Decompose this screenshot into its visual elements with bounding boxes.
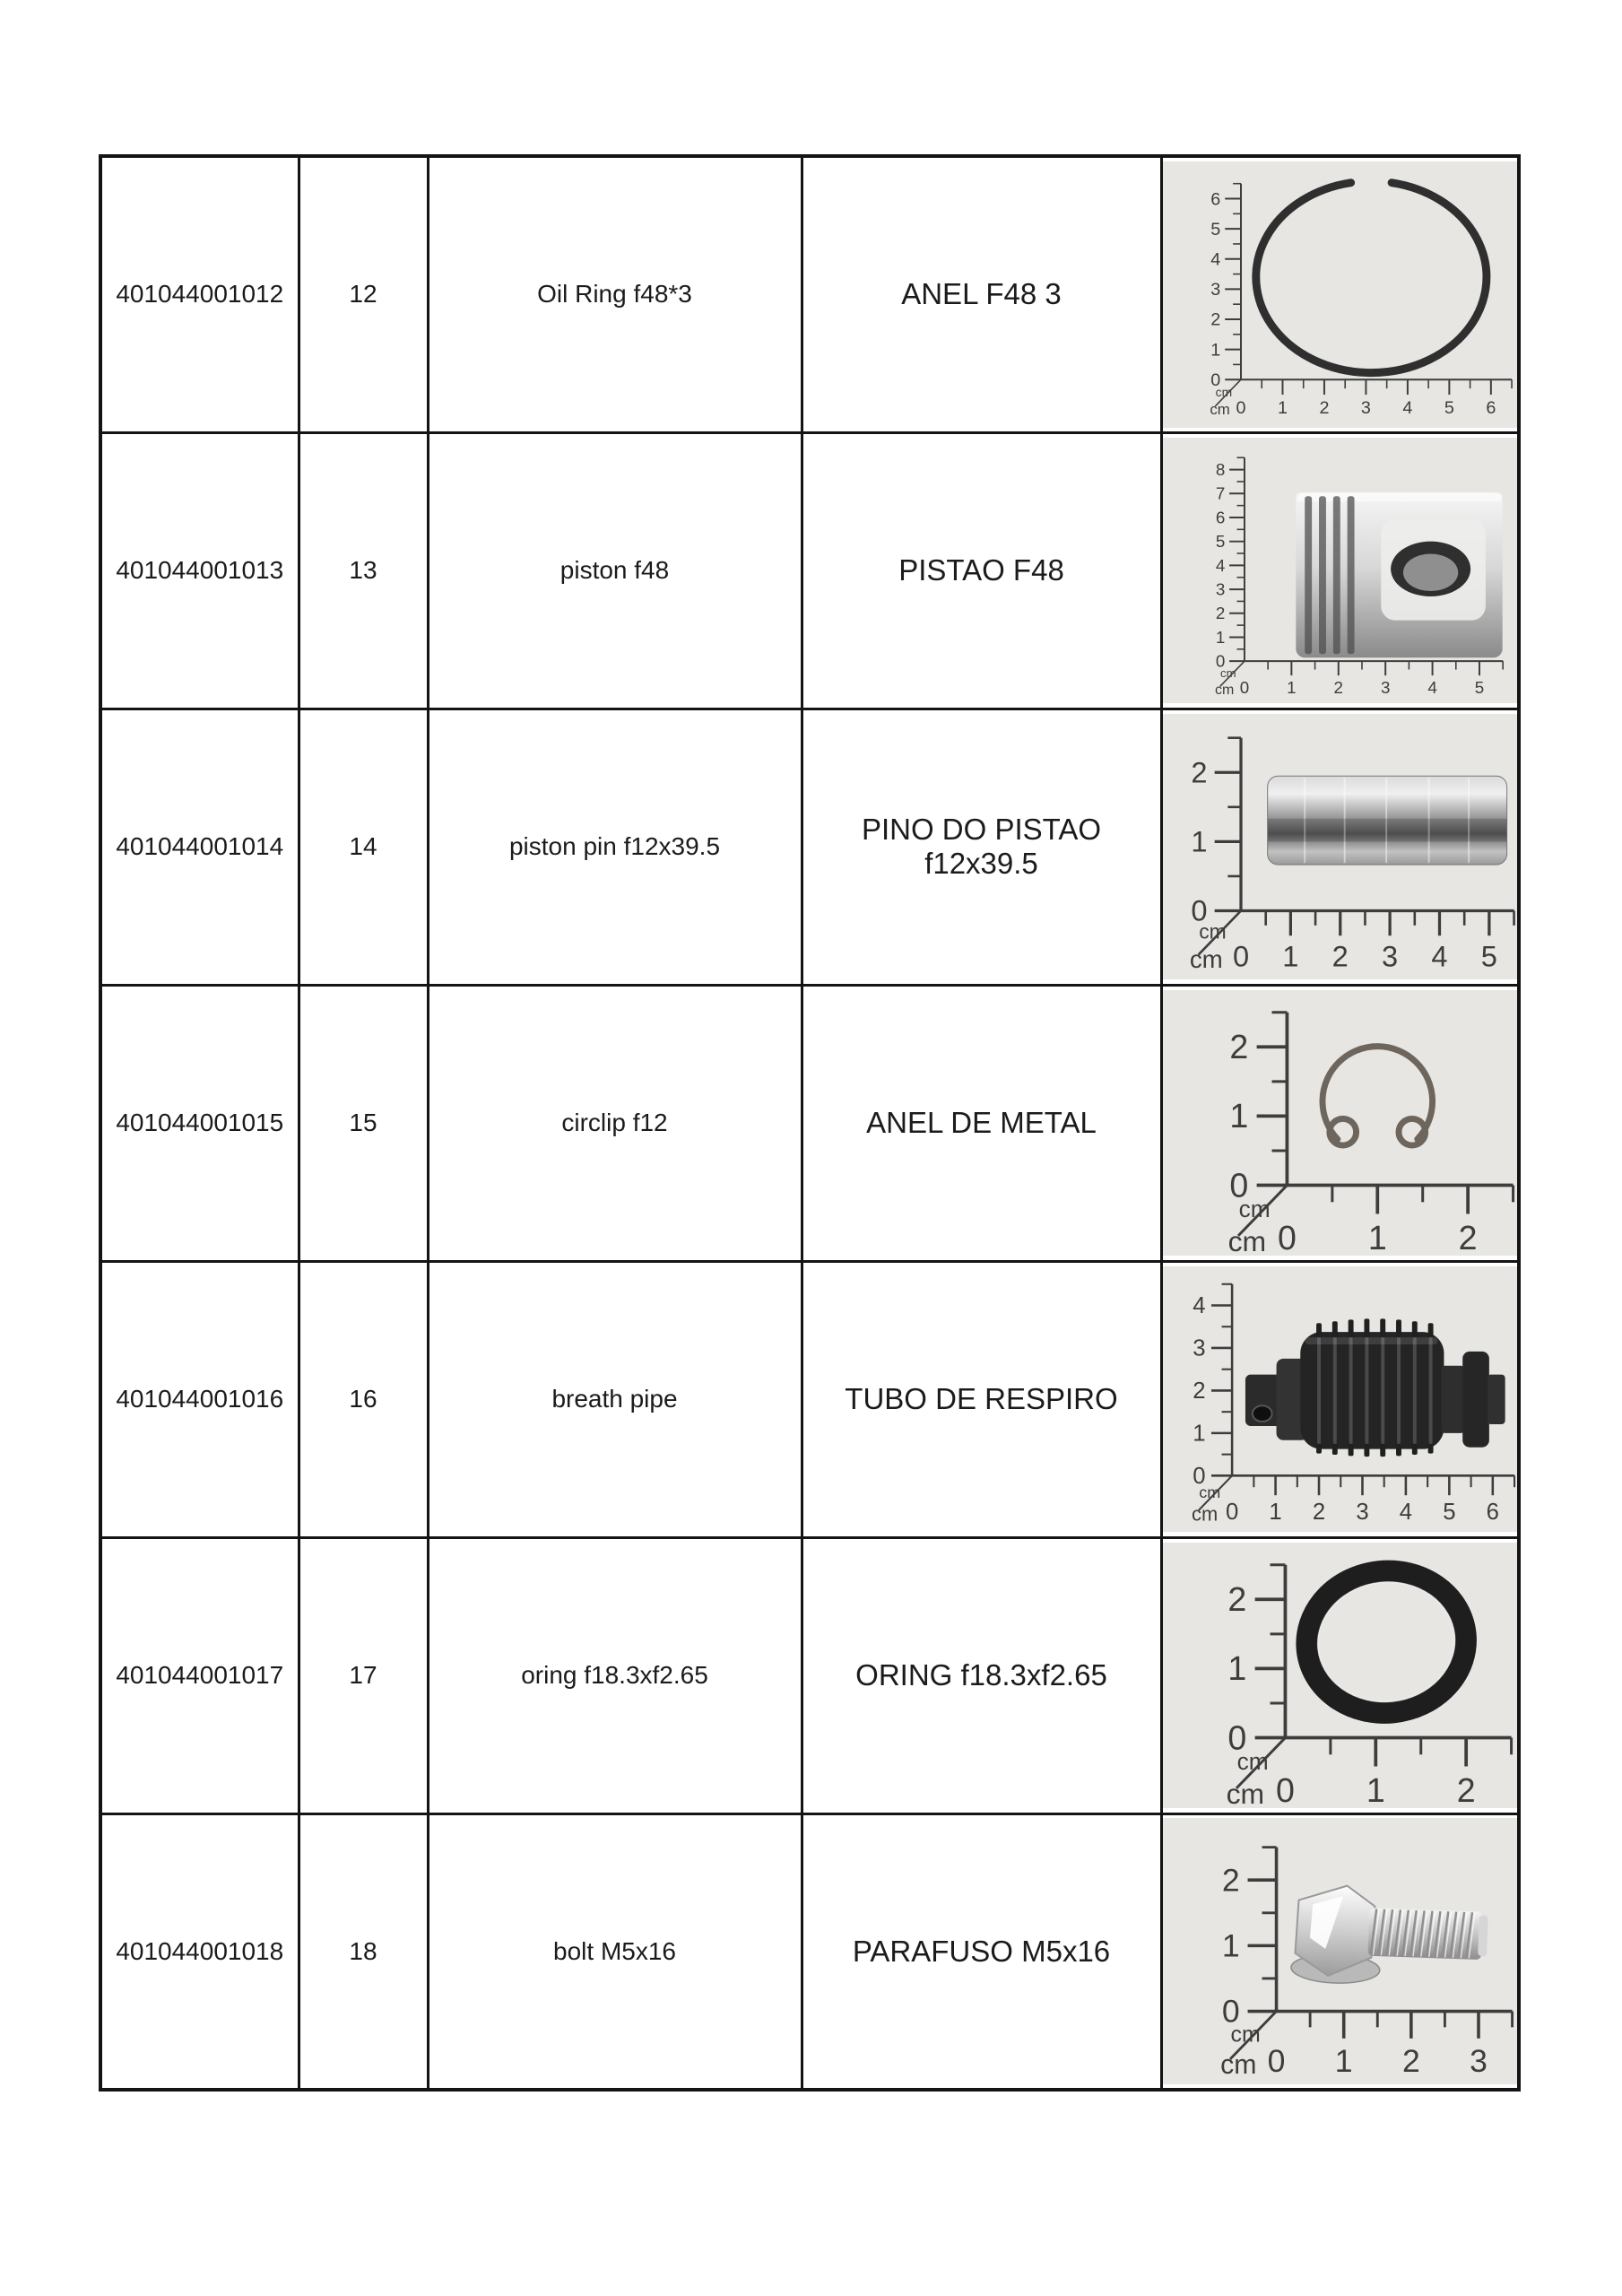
- svg-text:cm: cm: [1191, 1502, 1218, 1526]
- circlip-image: [1163, 990, 1518, 1257]
- part-number-cell: 401044001016: [100, 1261, 299, 1537]
- svg-text:1: 1: [1210, 340, 1220, 361]
- svg-text:1: 1: [1367, 1218, 1387, 1257]
- svg-text:1: 1: [1366, 1770, 1385, 1809]
- svg-text:cm: cm: [1227, 1224, 1266, 1257]
- bolt-image: [1163, 1818, 1518, 2084]
- svg-text:0: 0: [1236, 397, 1246, 418]
- svg-text:1: 1: [1268, 1499, 1282, 1525]
- svg-text:1: 1: [1215, 627, 1225, 647]
- table-row: [100, 709, 1519, 985]
- svg-text:2: 2: [1331, 939, 1349, 973]
- svg-text:1: 1: [1221, 1927, 1240, 1964]
- part-photo: [1163, 161, 1518, 428]
- svg-text:0: 0: [1275, 1770, 1295, 1809]
- svg-text:1: 1: [1281, 939, 1298, 973]
- description-pt-cell: ORING f18.3xf2.65: [802, 1537, 1161, 1813]
- svg-text:2: 2: [1192, 1378, 1206, 1404]
- part-number-cell: 401044001013: [100, 432, 299, 709]
- svg-text:6: 6: [1210, 189, 1220, 210]
- svg-text:5: 5: [1442, 1499, 1456, 1525]
- photo-cell: [1161, 985, 1519, 1261]
- part-number-cell: 401044001017: [100, 1537, 299, 1813]
- item-number-cell: 14: [299, 709, 428, 985]
- parts-table-body: [100, 156, 1519, 2090]
- table-row: [100, 1261, 1519, 1537]
- svg-text:4: 4: [1427, 677, 1437, 697]
- svg-text:5: 5: [1210, 219, 1220, 239]
- svg-text:1: 1: [1190, 824, 1207, 858]
- svg-text:3: 3: [1380, 677, 1390, 697]
- svg-text:1: 1: [1334, 2043, 1353, 2080]
- svg-text:6: 6: [1485, 397, 1496, 418]
- description-en-cell: piston pin f12x39.5: [428, 709, 802, 985]
- svg-text:4: 4: [1430, 939, 1448, 973]
- part-photo: [1163, 714, 1518, 980]
- part-photo: [1163, 990, 1518, 1257]
- svg-text:6: 6: [1215, 508, 1225, 527]
- svg-text:5: 5: [1480, 939, 1497, 973]
- svg-text:0: 0: [1221, 1994, 1240, 2031]
- svg-text:0: 0: [1225, 1499, 1238, 1525]
- svg-text:cm: cm: [1215, 384, 1232, 399]
- svg-text:cm: cm: [1198, 919, 1227, 944]
- svg-text:1: 1: [1286, 677, 1297, 697]
- parts-table: [99, 154, 1521, 2092]
- svg-text:3: 3: [1469, 2043, 1488, 2080]
- svg-text:cm: cm: [1219, 2050, 1256, 2081]
- svg-text:0: 0: [1210, 370, 1220, 390]
- oring-image: [1163, 1543, 1518, 1809]
- part-photo: [1163, 1543, 1518, 1809]
- breath-pipe-image: [1163, 1266, 1518, 1533]
- photo-cell: [1161, 1261, 1519, 1537]
- oil-ring-image: [1163, 161, 1518, 428]
- svg-text:8: 8: [1215, 459, 1225, 479]
- table-row: [100, 432, 1519, 709]
- svg-text:5: 5: [1215, 531, 1225, 551]
- svg-text:2: 2: [1215, 603, 1225, 622]
- svg-text:cm: cm: [1214, 682, 1234, 698]
- description-pt-cell: TUBO DE RESPIRO: [802, 1261, 1161, 1537]
- table-row: [100, 985, 1519, 1261]
- item-number-cell: 18: [299, 1813, 428, 2090]
- svg-text:0: 0: [1267, 2043, 1285, 2080]
- svg-text:cm: cm: [1226, 1777, 1264, 1809]
- item-number-cell: 17: [299, 1537, 428, 1813]
- photo-cell: [1161, 156, 1519, 432]
- part-photo: [1163, 1818, 1518, 2084]
- svg-text:2: 2: [1221, 1862, 1240, 1899]
- svg-text:cm: cm: [1189, 944, 1223, 973]
- svg-text:0: 0: [1277, 1218, 1297, 1257]
- item-number-cell: 15: [299, 985, 428, 1261]
- svg-text:cm: cm: [1198, 1483, 1220, 1501]
- svg-text:3: 3: [1192, 1335, 1206, 1361]
- svg-text:1: 1: [1228, 1096, 1248, 1135]
- svg-text:2: 2: [1312, 1499, 1325, 1525]
- svg-text:4: 4: [1215, 555, 1225, 575]
- svg-text:2: 2: [1458, 1218, 1478, 1257]
- svg-text:2: 2: [1228, 1027, 1248, 1065]
- piston-image: [1163, 438, 1518, 704]
- photo-cell: [1161, 1537, 1519, 1813]
- piston-pin-image: [1163, 714, 1518, 980]
- svg-text:cm: cm: [1219, 665, 1236, 680]
- svg-text:0: 0: [1192, 1463, 1206, 1489]
- item-number-cell: 16: [299, 1261, 428, 1537]
- description-en-cell: Oil Ring f48*3: [428, 156, 802, 432]
- svg-text:cm: cm: [1236, 1747, 1269, 1775]
- part-photo: [1163, 438, 1518, 704]
- svg-text:2: 2: [1227, 1579, 1246, 1618]
- description-en-cell: breath pipe: [428, 1261, 802, 1537]
- table-row: [100, 1813, 1519, 2090]
- svg-text:0: 0: [1227, 1718, 1246, 1756]
- svg-text:4: 4: [1210, 249, 1220, 270]
- part-number-cell: 401044001018: [100, 1813, 299, 2090]
- svg-text:1: 1: [1227, 1648, 1246, 1687]
- part-number-cell: 401044001015: [100, 985, 299, 1261]
- description-en-cell: oring f18.3xf2.65: [428, 1537, 802, 1813]
- svg-text:0: 0: [1190, 893, 1207, 927]
- svg-text:5: 5: [1474, 677, 1484, 697]
- svg-text:4: 4: [1401, 397, 1412, 418]
- photo-cell: [1161, 709, 1519, 985]
- svg-text:1: 1: [1192, 1421, 1206, 1447]
- svg-text:cm: cm: [1238, 1195, 1271, 1222]
- description-pt-cell: ANEL F48 3: [802, 156, 1161, 432]
- svg-text:6: 6: [1486, 1499, 1499, 1525]
- svg-text:2: 2: [1401, 2043, 1420, 2080]
- photo-cell: [1161, 1813, 1519, 2090]
- svg-text:4: 4: [1192, 1292, 1206, 1318]
- description-pt-cell: ANEL DE METAL: [802, 985, 1161, 1261]
- svg-text:4: 4: [1399, 1499, 1412, 1525]
- item-number-cell: 12: [299, 156, 428, 432]
- svg-text:3: 3: [1355, 1499, 1369, 1525]
- svg-text:3: 3: [1210, 280, 1220, 300]
- svg-text:0: 0: [1232, 939, 1249, 973]
- description-pt-cell: PARAFUSO M5x16: [802, 1813, 1161, 2090]
- svg-text:1: 1: [1277, 397, 1288, 418]
- svg-text:cm: cm: [1209, 400, 1230, 418]
- part-number-cell: 401044001014: [100, 709, 299, 985]
- svg-text:0: 0: [1228, 1165, 1248, 1204]
- svg-text:cm: cm: [1230, 2022, 1261, 2048]
- svg-text:2: 2: [1190, 755, 1207, 789]
- part-photo: [1163, 1266, 1518, 1533]
- svg-text:2: 2: [1210, 309, 1220, 330]
- svg-text:5: 5: [1444, 397, 1454, 418]
- description-pt-cell: PINO DO PISTAO f12x39.5: [802, 709, 1161, 985]
- description-en-cell: bolt M5x16: [428, 1813, 802, 2090]
- svg-text:3: 3: [1215, 579, 1225, 599]
- svg-text:7: 7: [1215, 483, 1225, 503]
- svg-text:2: 2: [1318, 397, 1329, 418]
- svg-text:2: 2: [1456, 1770, 1476, 1809]
- svg-text:2: 2: [1333, 677, 1343, 697]
- svg-text:3: 3: [1360, 397, 1371, 418]
- part-number-cell: 401044001012: [100, 156, 299, 432]
- table-row: [100, 156, 1519, 432]
- table-row: [100, 1537, 1519, 1813]
- description-en-cell: circlip f12: [428, 985, 802, 1261]
- item-number-cell: 13: [299, 432, 428, 709]
- description-en-cell: piston f48: [428, 432, 802, 709]
- photo-cell: [1161, 432, 1519, 709]
- description-pt-cell: PISTAO F48: [802, 432, 1161, 709]
- svg-text:0: 0: [1239, 677, 1249, 697]
- svg-text:3: 3: [1381, 939, 1398, 973]
- svg-text:0: 0: [1215, 651, 1225, 671]
